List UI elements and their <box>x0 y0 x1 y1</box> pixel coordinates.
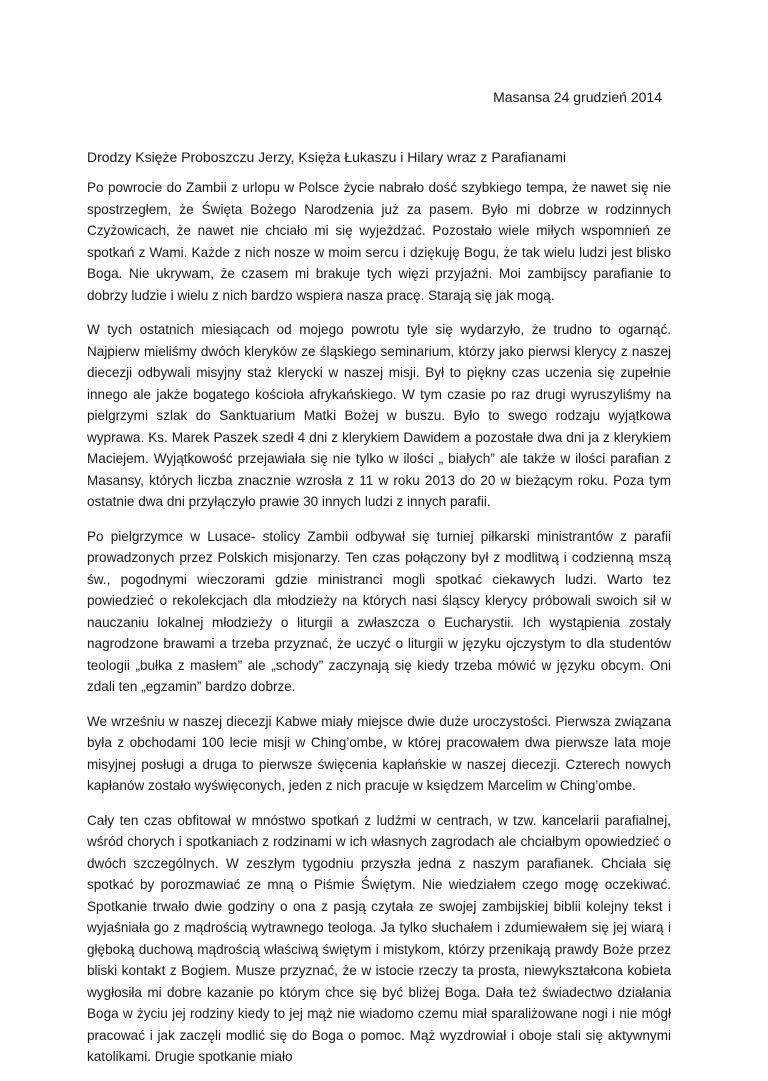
paragraph: Po powrocie do Zambii z urlopu w Polsce życie nabrało dość szybkiego tempa, że nawet się nie spostrzegłem, że Święta Bożego Narodzenia już za pasem. Było mi dobrze w rodzinnych Czyżowicach, że nawet nie chciało mi się wyjeżdżać. Pozostało wiele miłych wspomnień ze spotkań z Wami. Każde z nich nosze w moim sercu i dziękuję Bogu, że tak wielu ludzi jest blisko Boga. Nie ukrywam, że czasem mi brakuje tych więzi przyjaźni. Moi zambijscy parafianie to dobrzy ludzie i wielu z nich bardzo wspiera nasza pracę. Starają się jak mogą. <box>87 180 671 303</box>
paragraph: Cały ten czas obfitował w mnóstwo spotkań z ludźmi w centrach, w tzw. kancelarii parafialnej, wśród chorych i spotkaniach z rodzinami w ich własnych zagrodach ale chciałbym opowiedzieć o dwóch szczególnych. W zeszłym tygodniu przyszła jedna z naszym parafianek. Chciała się spotkać by porozmawiać ze mną o Piśmie Świętym. Nie wiedziałem czego mogę oczekiwać. Spotkanie trwało dwie godziny o ona z pasją czytała ze swojej zambijskiej biblii kolejny tekst i wyjaśniała go z mądrością wytrawnego teologa. Ja tylko słuchałem i zdumiewałem się jej wiarą i głęboką duchową mądrością właściwą świętym i mistykom, którzy przenikają prawdy Boże przez bliski kontakt z Bogiem. Musze przyznać, że w istocie rzeczy ta prosta, niewykształcona kobieta wygłosiła mi dobre kazanie po którym chce się być bliżej Boga. Dała też świadectwo działania Boga w życiu jej rodziny kiedy to jej mąż nie wiadomo czemu miał sparaliżowane nogi i nie mógł pracować i jak zaczęli modlić się do Boga o pomoc. Mąż wyzdrowiał i oboje stali się aktywnymi katolikami. Drugie spotkanie miało <box>87 812 671 1064</box>
letter-body <box>87 177 671 1081</box>
paragraph: W tych ostatnich miesiącach od mojego powrotu tyle się wydarzyło, że trudno to ogarnąć. Najpierw mieliśmy dwóch kleryków ze śląskiego seminarium, którzy jako pierwsi klerycy z naszej diecezji odbywali misyjny staż klerycki w naszej misji. Był to piękny czas uczenia się zupełnie innego ale jakże bogatego kościoła afrykańskiego. W tym czasie po raz drugi wyruszyliśmy na pielgrzymi szlak do Sanktuarium Matki Bożej w buszu. Było to swego rodzaju wyjątkowa wyprawa. Ks. Marek Paszek szedł 4 dni z klerykiem Dawidem a pozostałe dwa dni ja z klerykiem Maciejem. Wyjątkowość przejawiała się nie tylko w ilości „ białych” ale także w ilości parafian z Masansy, których liczba znacznie wzrosła z 11 w roku 2013 do 20 w bieżącym roku. Poza tym ostatnie dwa dni przyłączyło prawie 30 innych ludzi z innych parafii. <box>87 322 671 509</box>
letter-date: Masansa 24 grudzień 2014 <box>493 89 662 105</box>
paragraph: Po pielgrzymce w Lusace- stolicy Zambii odbywał się turniej piłkarski ministrantów z parafii prowadzonych przez Polskich misjonarzy. Ten czas połączony był z modlitwą i codzienną mszą św., pogodnymi wieczorami gdzie ministranci mogli spotkać ciekawych ludzi. Warto tez powiedzieć o rekolekcjach dla młodzieży na których nasi śląscy klerycy próbowali swoich sił w nauczaniu lokalnej młodzieży o liturgii a zwłaszcza o Eucharystii. Ich wystąpienia zostały nagrodzone brawami a trzeba przyznać, że uczyć o liturgii w języku ojczystym to dla studentów teologii „bułka z masłem” ale „schody” zaczynają się kiedy trzeba mówić w języku obcym. Oni zdali ten „egzamin” bardzo dobrze. <box>87 528 671 694</box>
paragraph: We wrześniu w naszej diecezji Kabwe miały miejsce dwie duże uroczystości. Pierwsza związana była z obchodami 100 lecie misji w Ching’ombe, w której pracowałem dwa pierwsze lata moje misyjnej posługi a druga to pierwsze święcenia kapłańskie w naszej diecezji. Czterech nowych kapłanów zostało wyświęconych, jeden z nich pracuje w księdzem Marcelim w Ching’ombe. <box>87 713 671 793</box>
letter-greeting: Drodzy Księże Proboszczu Jerzy, Księża Łukaszu i Hilary wraz z Parafianami <box>87 149 567 165</box>
